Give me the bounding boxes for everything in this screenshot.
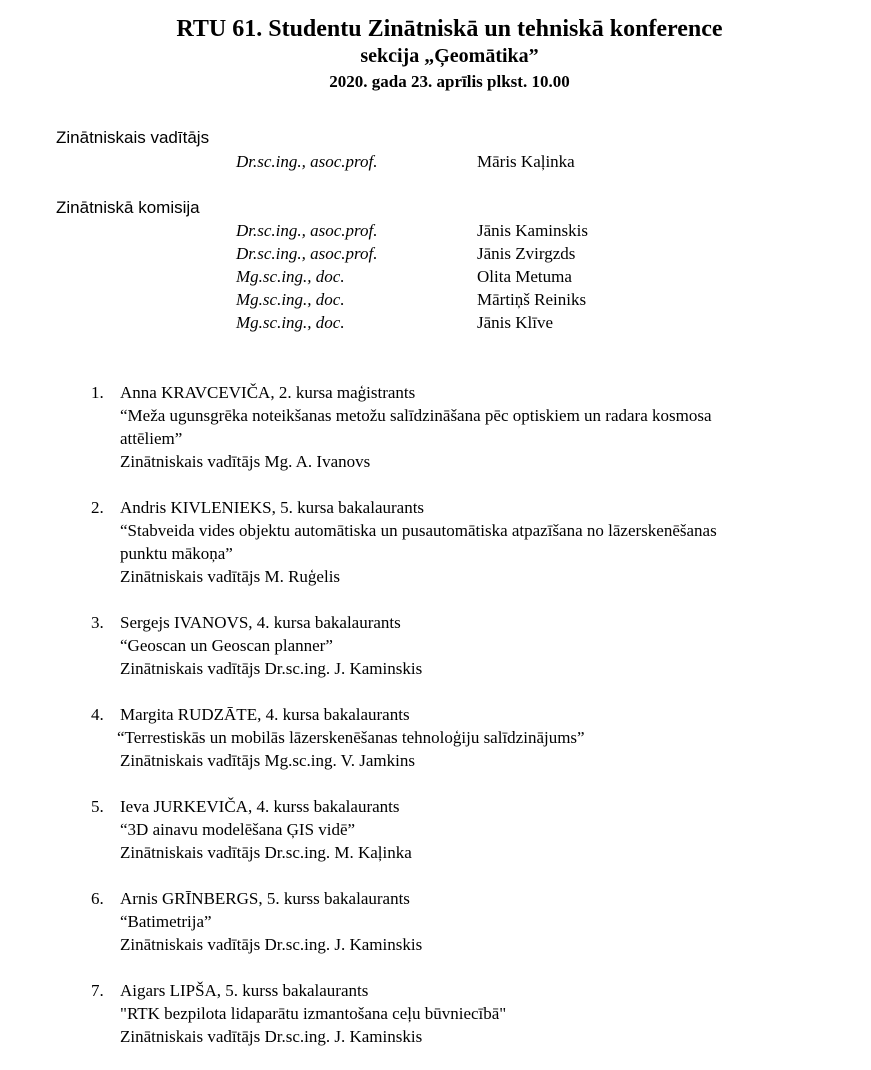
member-name: Olita Metuma: [477, 267, 572, 286]
presentation-title-cont: punktu mākoņa”: [120, 544, 233, 563]
presentation-advisor: Zinātniskais vadītājs Mg. A. Ivanovs: [120, 452, 371, 471]
member-name: Mārtiņš Reiniks: [477, 290, 587, 309]
presentation-advisor: Zinātniskais vadītājs M. Ruģelis: [120, 567, 341, 586]
conference-date: 2020. gada 23. aprīlis plkst. 10.00: [329, 72, 570, 91]
presentation-title-cont: attēliem”: [120, 429, 183, 448]
commission-label: Zinātniskā komisija: [56, 198, 200, 217]
presentation-number: 2.: [91, 498, 104, 517]
presentation-item: [0, 381, 871, 473]
presentation-title: “Stabveida vides objektu automātiska un pusautomātiska atpazīšana no lāzerskenēšanas: [120, 521, 717, 540]
presentation-item: [0, 703, 871, 772]
presentation-title: “Terrestiskās un mobilās lāzerskenēšanas tehnoloģiju salīdzinājums”: [117, 728, 585, 747]
presentation-author: Margita RUDZĀTE, 4. kursa bakalaurants: [120, 705, 410, 724]
presentation-title: “Meža ugunsgrēka noteikšanas metožu salīdzināšana pēc optiskiem un radara kosmosa: [120, 406, 712, 425]
presentation-item: [0, 887, 871, 956]
presentation-author: Aigars LIPŠA, 5. kurss bakalaurants: [120, 981, 369, 1000]
presentation-author: Arnis GRĪNBERGS, 5. kurss bakalaurants: [120, 889, 410, 908]
presentation-item: [0, 496, 871, 588]
presentation-number: 4.: [91, 705, 104, 724]
member-degree: Dr.sc.ing., asoc.prof.: [236, 244, 378, 263]
commission-member: [0, 265, 871, 288]
presentation-advisor: Zinātniskais vadītājs Mg.sc.ing. V. Jamkins: [120, 751, 415, 770]
member-name: Jānis Kaminskis: [477, 221, 588, 240]
commission-member: [0, 219, 871, 242]
supervisor-label: Zinātniskais vadītājs: [56, 128, 210, 147]
supervisor-degree: Dr.sc.ing., asoc.prof.: [236, 152, 378, 171]
supervisor-name: Māris Kaļinka: [477, 152, 575, 171]
presentation-title: “3D ainavu modelēšana ĢIS vidē”: [120, 820, 356, 839]
presentation-title: “Batimetrija”: [120, 912, 212, 931]
presentation-advisor: Zinātniskais vadītājs Dr.sc.ing. J. Kaminskis: [120, 935, 423, 954]
presentation-number: 5.: [91, 797, 104, 816]
commission-member: [0, 242, 871, 265]
member-name: Jānis Klīve: [477, 313, 554, 332]
presentation-author: Anna KRAVCEVIČA, 2. kursa maģistrants: [120, 383, 416, 402]
commission-member: [0, 288, 871, 311]
presentation-number: 1.: [91, 383, 104, 402]
presentation-item: [0, 795, 871, 864]
presentation-title: "RTK bezpilota lidaparātu izmantošana ceļu būvniecībā": [120, 1004, 507, 1023]
presentation-item: [0, 611, 871, 680]
supervisor-row: [0, 150, 871, 173]
presentation-title: “Geoscan un Geoscan planner”: [120, 636, 333, 655]
section-title: sekcija „Ģeomātika”: [360, 45, 539, 67]
presentation-number: 3.: [91, 613, 104, 632]
presentation-advisor: Zinātniskais vadītājs Dr.sc.ing. J. Kaminskis: [120, 659, 423, 678]
member-degree: Mg.sc.ing., doc.: [236, 290, 345, 309]
commission-member: [0, 311, 871, 334]
conference-title: RTU 61. Studentu Zinātniskā un tehniskā konference: [176, 16, 723, 42]
presentation-advisor: Zinātniskais vadītājs Dr.sc.ing. M. Kaļinka: [120, 843, 412, 862]
presentation-author: Sergejs IVANOVS, 4. kursa bakalaurants: [120, 613, 401, 632]
presentation-author: Andris KIVLENIEKS, 5. kursa bakalaurants: [120, 498, 425, 517]
member-name: Jānis Zvirgzds: [477, 244, 576, 263]
member-degree: Mg.sc.ing., doc.: [236, 313, 345, 332]
member-degree: Mg.sc.ing., doc.: [236, 267, 345, 286]
presentation-advisor: Zinātniskais vadītājs Dr.sc.ing. J. Kaminskis: [120, 1027, 423, 1046]
presentation-author: Ieva JURKEVIČA, 4. kurss bakalaurants: [120, 797, 400, 816]
presentation-number: 7.: [91, 981, 104, 1000]
member-degree: Dr.sc.ing., asoc.prof.: [236, 221, 378, 240]
presentation-number: 6.: [91, 889, 104, 908]
presentation-item: [0, 979, 871, 1048]
